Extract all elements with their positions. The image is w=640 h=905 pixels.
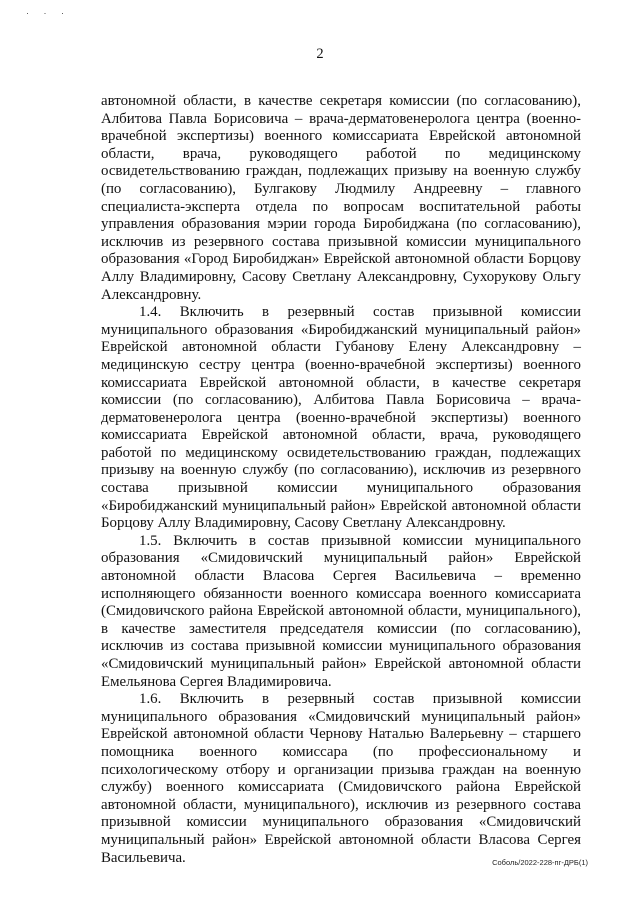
page-number: 2 bbox=[316, 46, 324, 62]
paragraph-item-1-4: 1.4. Включить в резервный состав призывной комиссии муниципального образования «Биробиджанский муниципальный район» Еврейской автономной области Губанову Елену Александровну – медицинскую сестру центра (военно-врачебной экспертизы) военного комиссариата Еврейской автономной области, в качестве секретаря комиссии (по согласованию), Албитова Павла Борисовича – врача-дерматовенеролога центра (военно-врачебной экспертизы) военного комиссариата Еврейской автономной области, врача, руководящего работой по медицинскому освидетельствованию граждан, подлежащих призыву на военную службу (по согласованию), исключив из резервного состава призывной комиссии муниципального образования «Биробиджанский муниципальный район» Еврейской автономной области Борцову Аллу Владимировну, Сасову Светлану Александровну. bbox=[101, 304, 581, 532]
paragraph-continuation: автономной области, в качестве секретаря комиссии (по согласованию), Албитова Павла Борисовича – врача-дерматовенеролога центра (военно-врачебной экспертизы) военного комиссариата Еврейской автономной области, врача, руководящего работой по медицинскому освидетельствованию граждан, подлежащих призыву на военную службу (по согласованию), Булгакову Людмилу Андреевну – главного специалиста-эксперта отдела по вопросам воспитательной работы управления образования мэрии города Биробиджана (по согласованию), исключив из резервного состава призывной комиссии муниципального образования «Город Биробиджан» Еврейской автономной области Борцову Аллу Владимировну, Сасову Светлану Александровну, Сухорукову Ольгу Александровну. bbox=[101, 93, 581, 303]
paragraph-item-1-5: 1.5. Включить в состав призывной комиссии муниципального образования «Смидовичский муниципальный район» Еврейской автономной области Власова Сергея Васильевича – временно исполняющего обязанности военного комиссара военного комиссариата (Смидовичского района Еврейской автономной области, муниципального), в качестве заместителя председателя комиссии (по согласованию), исключив из состава призывной комиссии муниципального образования «Смидовичский муниципальный район» Еврейской автономной области Емельянова Сергея Владимировича. bbox=[101, 532, 581, 690]
document-body bbox=[101, 93, 581, 867]
paragraph-item-1-6: 1.6. Включить в резервный состав призывной комиссии муниципального образования «Смидовичский муниципальный район» Еврейской автономной области Чернову Наталью Валерьевну – старшего помощника военного комиссара (по профессиональному и психологическому отбору и организации призыва граждан на военную службу) военного комиссариата (Смидовичского района Еврейской автономной области, муниципального), исключив из резервного состава призывной комиссии муниципального образования «Смидовичский муниципальный район» Еврейской автономной области Власова Сергея Васильевича. bbox=[101, 691, 581, 866]
document-code: Соболь/2022-228-пг-ДРБ(1) bbox=[492, 858, 588, 867]
scan-marks: · · · bbox=[26, 8, 70, 18]
